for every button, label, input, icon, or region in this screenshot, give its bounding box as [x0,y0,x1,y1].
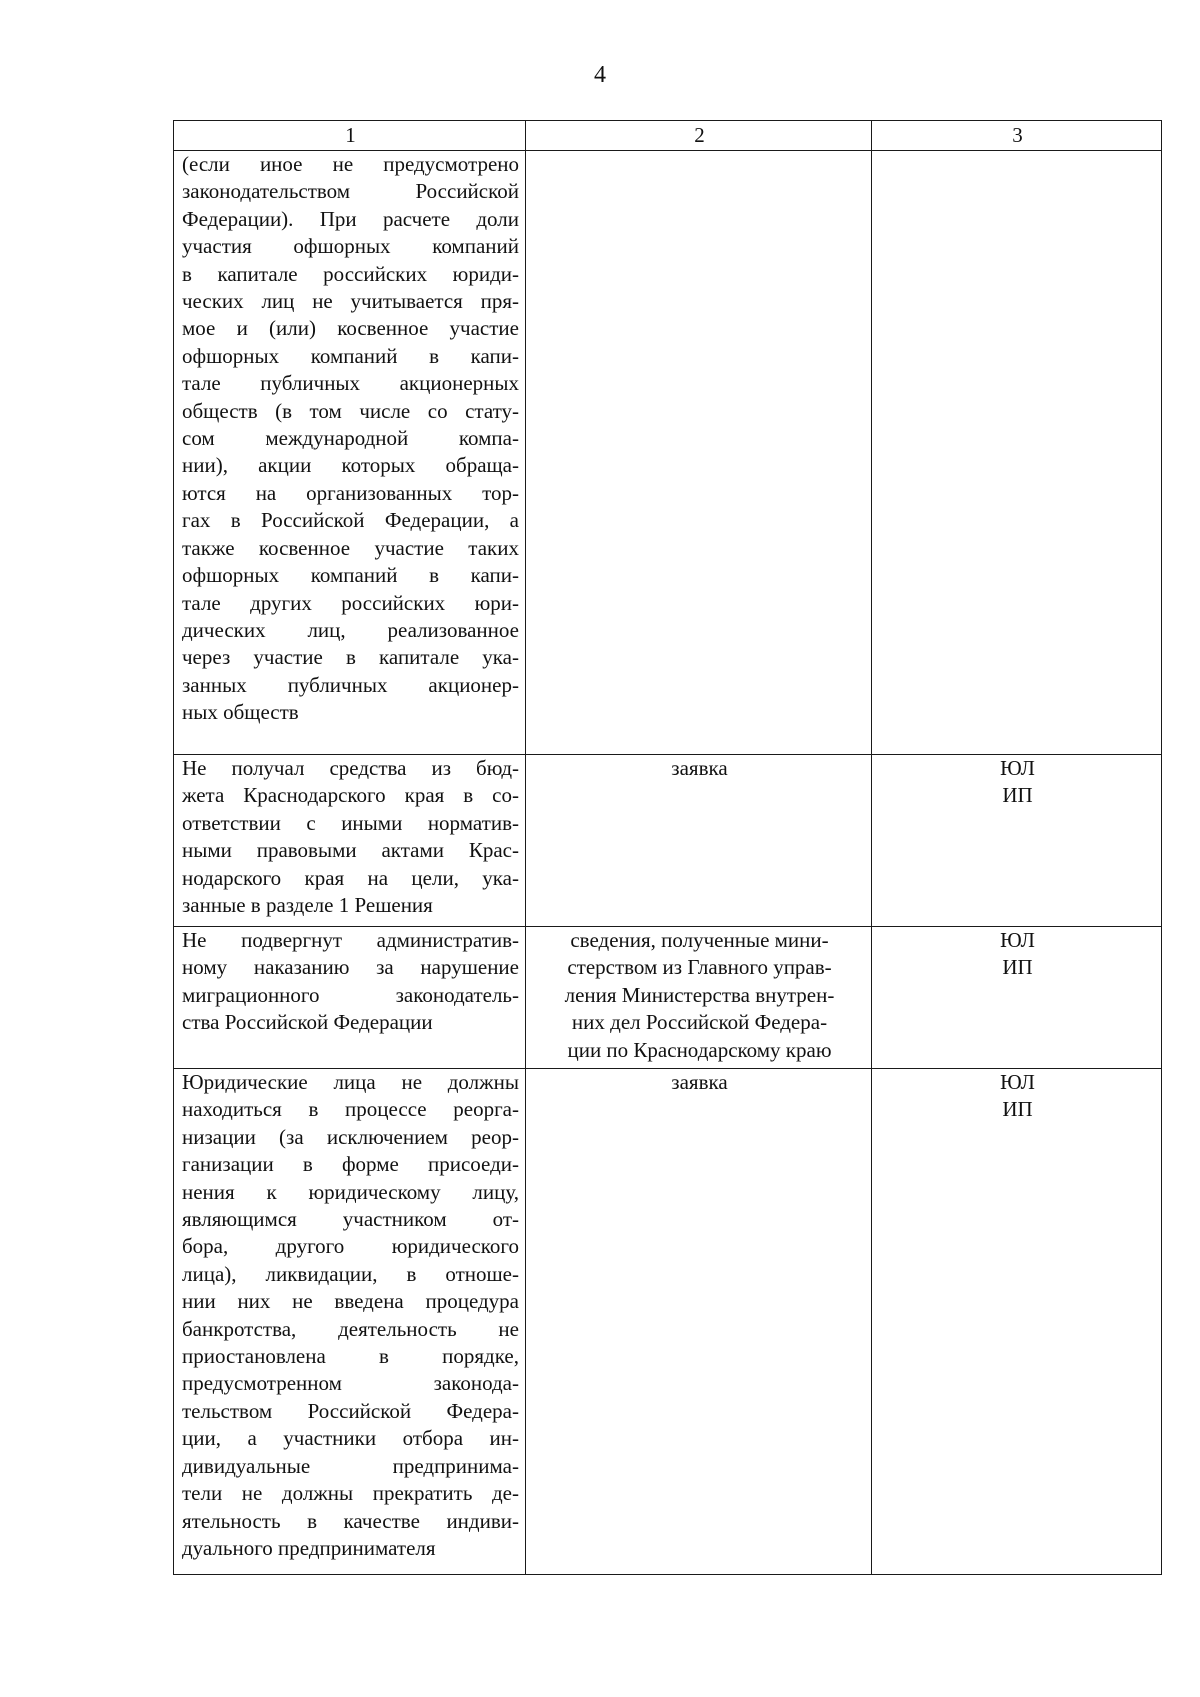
text-line: ятельность в качестве индиви- [182,1508,519,1533]
individual-entrepreneur-code: ИП [1002,1097,1033,1122]
text-line: ства Российской Федерации [182,1010,433,1035]
text-line: также косвенное участие таких [182,535,519,560]
text-line: миграционного законодатель- [182,982,519,1007]
column-number-1: 1 [174,121,526,151]
text-line: нодарского края на цели, ука- [182,865,519,890]
text-line: в капитале российских юриди- [182,261,519,286]
text-line: дивидуальные предпринима- [182,1453,519,1478]
legal-entity-code: ЮЛ [1000,1070,1035,1094]
text-line: лица), ликвидации, в отноше- [182,1261,519,1286]
text-line: ческих лиц не учитывается пря- [182,289,519,314]
table-row [174,1069,1162,1575]
document-cell [526,1069,872,1575]
criterion-cell [174,1069,526,1575]
text-line: через участие в капитале ука- [182,645,519,670]
text-line: банкротства, деятельность не [182,1316,519,1341]
legal-entity-code: ЮЛ [1000,756,1035,780]
text-line: дических лиц, реализованное [182,617,519,642]
text-line: (если иное не предусмотрено [182,152,519,176]
text-line: ных обществ [182,700,299,725]
table-row [174,755,1162,927]
text-line: нии), акции которых обраща- [182,453,519,478]
text-line: ными правовыми актами Крас- [182,838,519,863]
text-line: ции, а участники отбора ин- [182,1426,519,1451]
text-line: заявка [671,1070,728,1094]
criterion-cell [174,927,526,1069]
text-line: приостановлена в порядке, [182,1344,519,1369]
text-line: Юридические лица не должны [182,1070,519,1094]
text-line: Федерации). При расчете доли [182,206,519,231]
text-line: них дел Российской Федера- [571,1010,828,1035]
text-line: обществ (в том числе со стату- [182,398,519,423]
individual-entrepreneur-code: ИП [1002,783,1033,808]
text-line: участия офшорных компаний [182,234,519,259]
text-line: являющимся участником от- [182,1207,519,1232]
text-line: тале других российских юри- [182,590,519,615]
text-line: жета Краснодарского края в со- [182,783,519,808]
text-line: Не получал средства из бюд- [182,756,519,780]
text-line: нии них не введена процедура [182,1289,519,1314]
text-line: низации (за исключением реор- [182,1124,519,1149]
criterion-cell [174,151,526,755]
text-line: сом международной компа- [182,426,519,451]
text-line: ному наказанию за нарушение [182,955,519,980]
text-line: тели не должны прекратить де- [182,1481,519,1506]
text-line: стерством из Главного управ- [567,955,832,980]
text-line: дуального предпринимателя [182,1535,436,1560]
text-line: ции по Краснодарскому краю [567,1037,832,1062]
text-line: сведения, полученные мини- [570,928,829,952]
text-line: занных публичных акционер- [182,672,519,697]
document-cell [526,927,872,1069]
text-line: офшорных компаний в капи- [182,343,519,368]
table-row [174,151,1162,755]
text-line: ганизации в форме присоеди- [182,1152,519,1177]
table-header-row [174,121,1162,151]
table-row [174,927,1162,1069]
criterion-cell [174,755,526,927]
text-line: предусмотренном законода- [182,1371,519,1396]
text-line: занные в разделе 1 Решения [182,893,433,918]
text-line: законодательством Российской [182,179,519,204]
column-number-3: 3 [872,121,1162,151]
text-line: бора, другого юридического [182,1234,519,1259]
text-line: заявка [671,756,728,780]
text-line: мое и (или) косвенное участие [182,316,519,341]
requirements-table [173,120,1162,1575]
text-line: ответствии с иными норматив- [182,810,519,835]
page-number: 4 [594,62,606,88]
text-line: ления Министерства внутрен- [564,982,835,1007]
text-line: тале публичных акционерных [182,371,519,396]
text-line: тельством Российской Федера- [182,1398,519,1423]
legal-entity-code: ЮЛ [1000,928,1035,952]
text-line: Не подвергнут административ- [182,928,519,952]
applicant-type-cell [872,1069,1162,1575]
column-number-2: 2 [526,121,872,151]
text-line: гах в Российской Федерации, а [182,508,519,533]
text-line: нения к юридическому лицу, [182,1179,519,1204]
individual-entrepreneur-code: ИП [1002,955,1033,980]
document-cell [526,755,872,927]
document-cell [526,151,872,755]
text-line: находиться в процессе реорга- [182,1097,519,1122]
text-line: ются на организованных тор- [182,480,519,505]
text-line: офшорных компаний в капи- [182,563,519,588]
applicant-type-cell [872,151,1162,755]
applicant-type-cell [872,755,1162,927]
applicant-type-cell [872,927,1162,1069]
